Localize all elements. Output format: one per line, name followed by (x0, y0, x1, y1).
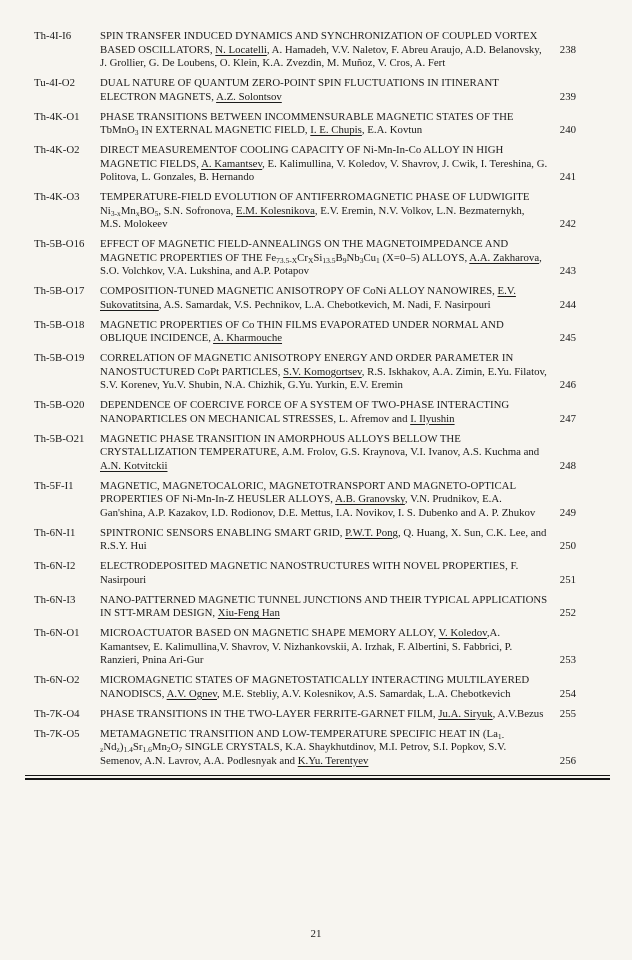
entry-title-authors (100, 144, 548, 185)
entry-title-authors (100, 728, 548, 769)
entry-title-authors (100, 627, 548, 668)
entry-title-authors (100, 111, 548, 138)
entry-text-run: , S.N. Sofronova, (158, 204, 236, 217)
entry-text-run: , V.N. Prudnikov, E.A. Gan'shina, A.P. Kazakov, I.D. Rodionov, D.E. Mettus, I.A. Novikov, I. S. Dubenko and A. P. Zhukov (100, 493, 536, 519)
entry-text-run: O (170, 741, 179, 753)
presenting-author: K.Yu. Terentyev (297, 754, 369, 767)
formula-subscript: 13.5 (322, 255, 336, 265)
entry-text-run: NANO-PATTERNED MAGNETIC TUNNEL JUNCTIONS AND THEIR TYPICAL APPLICATIONS IN STT-MRAM DESIGN, (100, 593, 548, 619)
toc-entry (34, 527, 576, 554)
formula-subscript: 73.5-X (276, 255, 298, 265)
entry-page-number: 248 (559, 459, 576, 472)
toc-list (34, 30, 576, 768)
entry-text-run: , E.A. Kovtun (361, 124, 423, 136)
toc-entry (34, 319, 576, 346)
session-code: Th-4K-O1 (34, 110, 80, 123)
session-code: Th-6N-I2 (34, 560, 76, 572)
toc-entry (34, 111, 576, 138)
entry-text-run: IN EXTERNAL MAGNETIC FIELD, (138, 124, 311, 136)
entry-title-authors (100, 708, 548, 722)
entry-text-run: ) (119, 741, 124, 753)
entry-text-run: DUAL NATURE OF QUANTUM ZERO-POINT SPIN FLUCTUATIONS IN ITINERANT ELECTRON MAGNETS, (100, 77, 499, 103)
entry-text-run: CORRELATION OF MAGNETIC ANISOTROPY ENERGY AND ORDER PARAMETER IN NANOSTUCTURED CoPt PARTICLES, (100, 352, 514, 378)
formula-subscript: 3 (359, 255, 364, 265)
entry-text-run: DIRECT MEASUREMENTOF COOLING CAPACITY OF Ni-Mn-In-Co ALLOY IN HIGH MAGNETIC FIELDS, (100, 144, 504, 170)
formula-subscript: x (135, 208, 140, 218)
entry-page-number: 251 (559, 573, 576, 586)
entry-page-number: 238 (559, 43, 576, 56)
formula-subscript: 1.6 (142, 745, 152, 754)
entry-text-run: Sr (132, 741, 143, 753)
session-code: Th-5B-O18 (34, 318, 85, 331)
entry-page-number: 244 (559, 298, 576, 311)
entry-page-number: 245 (559, 332, 576, 344)
entry-page-number: 240 (559, 124, 576, 136)
entry-text-run: TEMPERATURE-FIELD EVOLUTION OF ANTIFERROMAGNETIC PHASE OF LUDWIGITE Ni (100, 191, 530, 217)
entry-text-run: ,A. Kamantsev, E. Kalimullina,V. Shavrov, V. Nizhankovskii, A. Irzhak, F. Albertini, S. Fabbrici, P. Ranzieri, Pnina Ari-Gur (100, 627, 513, 666)
session-code: Th-4I-I6 (34, 30, 72, 42)
entry-page-number: 241 (559, 171, 576, 183)
page-number: 21 (310, 928, 322, 940)
entry-text-run: , Q. Huang, X. Sun, C.K. Lee, and R.S.Y. Hui (100, 526, 547, 552)
entry-text-run: PHASE TRANSITIONS IN THE TWO-LAYER FERRITE-GARNET FILM, (100, 707, 439, 720)
formula-subscript: 2 (166, 745, 171, 754)
formula-subscript: 3-x (110, 208, 121, 218)
page-footer (0, 928, 632, 940)
entry-text-run: SPIN TRANSFER INDUCED DYNAMICS AND SYNCHRONIZATION OF COUPLED VORTEX BASED OSCILLATORS, (100, 30, 538, 56)
presenting-author: P.W.T. Pong (345, 526, 398, 539)
session-code: Th-7K-O5 (34, 727, 80, 740)
session-code: Th-6N-I1 (34, 526, 76, 539)
toc-entry (34, 191, 576, 232)
session-code: Th-5B-O21 (34, 432, 85, 445)
entry-text-run: , M.E. Stebliy, A.V. Kolesnikov, A.S. Samardak, L.A. Chebotkevich (217, 687, 511, 700)
presenting-author: A.Z. Solontsov (216, 90, 282, 103)
formula-subscript: X (307, 255, 314, 265)
entry-title-authors (100, 594, 548, 621)
entry-text-run: PHASE TRANSITIONS BETWEEN INCOMMENSURABLE MAGNETIC STATES OF THE TbMnO (100, 110, 514, 136)
toc-entry (34, 594, 576, 621)
entry-text-run: MICROMAGNETIC STATES OF MAGNETOSTATICALLY INTERACTING MULTILAYERED NANODISCS, (100, 674, 530, 700)
presenting-author: A. Kamantsev (201, 157, 263, 170)
presenting-author: A.A. Zakharova (469, 251, 540, 264)
entry-text-run: MAGNETIC PHASE TRANSITION IN AMORPHOUS ALLOYS BELLOW THE CRYSTALLIZATION TEMPERATURE, A.M. Frolov, G.S. Kraynova, V.I. Ivanov, A.S. Kuchma and (100, 432, 540, 458)
presenting-author: E.V. Sukovatitsina (100, 285, 516, 311)
formula-subscript: 1-z (100, 731, 505, 754)
presenting-author: Xiu-Feng Han (217, 607, 280, 619)
presenting-author: S.V. Komogortsev (283, 365, 362, 378)
entry-title-authors (100, 191, 548, 232)
entry-text-run: MICROACTUATOR BASED ON MAGNETIC SHAPE MEMORY ALLOY, (100, 627, 439, 639)
entry-title-authors (100, 399, 548, 426)
toc-entry (34, 480, 576, 521)
toc-entry (34, 77, 576, 104)
entry-page-number: 243 (559, 265, 576, 277)
toc-entry (34, 285, 576, 312)
entry-text-run: BO (139, 204, 155, 217)
entry-text-run: Si (313, 251, 323, 264)
entry-text-run: Cr (297, 251, 308, 264)
formula-subscript: 1.4 (123, 745, 133, 754)
entry-text-run: , S.O. Volchkov, V.A. Lukshina, and A.P. Potapov (100, 251, 542, 277)
bottom-rule (25, 775, 610, 780)
session-code: Th-5F-I1 (34, 479, 74, 492)
entry-text-run: Nb (346, 251, 360, 264)
presenting-author: A. Kharmouche (213, 332, 283, 344)
formula-subscript: 9 (342, 255, 347, 265)
session-code: Th-6N-O1 (34, 627, 80, 639)
entry-text-run: (X=0–5) ALLOYS, (379, 251, 470, 264)
entry-text-run: Cu (363, 251, 377, 264)
presenting-author: V. Koledov (438, 627, 487, 639)
entry-text-run: B (335, 251, 343, 264)
presenting-author: E.M. Kolesnikova (236, 204, 315, 217)
entry-title-authors (100, 674, 548, 701)
session-code: Tu-4I-O2 (34, 77, 75, 89)
entry-text-run: SPINTRONIC SENSORS ENABLING SMART GRID, (100, 526, 346, 539)
entry-text-run: DEPENDENCE OF COERCIVE FORCE OF A SYSTEM OF TWO-PHASE INTERACTING NANOPARTICLES ON MECHANICAL STRESSES, L. Afremov and (100, 399, 510, 425)
toc-entry (34, 238, 576, 279)
toc-entry (34, 627, 576, 668)
entry-title-authors (100, 352, 548, 393)
entry-page-number: 255 (559, 707, 576, 720)
entry-text-run: Nd (103, 741, 117, 753)
formula-subscript: z (116, 745, 120, 754)
entry-text-run: , E.V. Eremin, N.V. Volkov, L.N. Bezmaternykh, M.S. Molokeev (100, 204, 525, 230)
entry-text-run: COMPOSITION-TUNED MAGNETIC ANISOTROPY OF CoNi ALLOY NANOWIRES, (100, 285, 498, 297)
entry-title-authors (100, 77, 548, 104)
entry-text-run: MAGNETIC PROPERTIES OF Co THIN FILMS EVAPORATED UNDER NORMAL AND OBLIQUE INCIDENCE, (100, 318, 504, 344)
entry-page-number: 253 (559, 654, 576, 666)
session-code: Th-5B-O19 (34, 352, 85, 364)
entry-page-number: 242 (559, 218, 576, 230)
entry-title-authors (100, 30, 548, 71)
toc-entry (34, 352, 576, 393)
entry-page-number: 250 (559, 540, 576, 552)
toc-entry (34, 708, 576, 722)
session-code: Th-6N-O2 (34, 674, 80, 686)
toc-entry (34, 30, 576, 71)
entry-title-authors (100, 285, 548, 312)
formula-subscript: 3 (134, 128, 139, 137)
entry-page-number: 249 (559, 506, 576, 519)
entry-title-authors (100, 319, 548, 346)
entry-text-run: MAGNETIC, MAGNETOCALORIC, MAGNETOTRANSPORT AND MAGNETO-OPTICAL PROPERTIES OF Ni-Mn-In-Z HEUSLER ALLOYS, (100, 479, 516, 505)
entry-title-authors (100, 238, 548, 279)
presenting-author: I. E. Chupis (310, 124, 362, 136)
entry-text-run: , A.V.Bezus (492, 707, 544, 720)
presenting-author: N. Locatelli (215, 43, 267, 56)
entry-text-run: , E. Kalimullina, V. Koledov, V. Shavrov, J. Cwik, I. Tereshina, G. Politova, L. Gonzales, B. Hernando (100, 157, 548, 183)
toc-entry (34, 728, 576, 769)
entry-text-run: METAMAGNETIC TRANSITION AND LOW-TEMPERATURE SPECIFIC HEAT IN (La (100, 727, 498, 740)
entry-page-number: 239 (559, 90, 576, 103)
entry-text-run: Mn (120, 204, 136, 217)
session-code: Th-7K-O4 (34, 707, 80, 720)
presenting-author: A.N. Kotvitckii (100, 459, 168, 472)
session-code: Th-4K-O3 (34, 191, 80, 203)
session-code: Th-6N-I3 (34, 593, 76, 606)
entry-title-authors (100, 527, 548, 554)
formula-subscript: 5 (154, 208, 159, 218)
entry-page-number: 252 (559, 607, 576, 619)
presenting-author: Ju.A. Siryuk (438, 707, 493, 720)
entry-title-authors (100, 433, 548, 474)
presenting-author: A.V. Ognev (166, 687, 217, 700)
entry-page-number: 246 (559, 379, 576, 391)
toc-entry (34, 399, 576, 426)
entry-title-authors (100, 560, 548, 587)
entry-text-run: EFFECT OF MAGNETIC FIELD-ANNEALINGS ON THE MAGNETOIMPEDANCE AND MAGNETIC PROPERTIES OF THE Fe (100, 238, 509, 264)
session-code: Th-4K-O2 (34, 144, 80, 156)
toc-entry (34, 433, 576, 474)
session-code: Th-5B-O17 (34, 285, 85, 297)
entry-page-number: 254 (559, 687, 576, 700)
entry-text-run: Mn (151, 741, 167, 753)
presenting-author: A.B. Granovsky (335, 493, 405, 505)
presenting-author: I. Ilyushin (410, 412, 455, 425)
session-code: Th-5B-O16 (34, 238, 85, 250)
session-code: Th-5B-O20 (34, 399, 85, 411)
formula-subscript: 7 (178, 745, 183, 754)
entry-title-authors (100, 480, 548, 521)
toc-entry (34, 560, 576, 587)
entry-text-run: , A. Hamadeh, V.V. Naletov, F. Abreu Araujo, A.D. Belanovsky, J. Grollier, G. De Loubens, O. Klein, K.A. Zvezdin, M. Muñoz, V. Cros, A. Fert (100, 43, 542, 69)
entry-page-number: 247 (559, 412, 576, 425)
entry-text-run: , R.S. Iskhakov, A.A. Zimin, E.Yu. Filatov, S.V. Korenev, Yu.V. Shubin, N.A. Chizhik, G.Yu. Yurkin, E.V. Eremin (100, 365, 547, 391)
entry-text-run: SINGLE CRYSTALS, K.A. Shaykhutdinov, M.I. Petrov, S.I. Popkov, S.V. Semenov, A.N. Lavrov, A.A. Podlesnyak and (100, 741, 507, 767)
entry-text-run: ELECTRODEPOSITED MAGNETIC NANOSTRUCTURES WITH NOVEL PROPERTIES, F. Nasirpouri (100, 560, 519, 586)
toc-entry (34, 674, 576, 701)
entry-page-number: 256 (559, 754, 576, 767)
formula-subscript: 1 (376, 255, 380, 265)
toc-entry (34, 144, 576, 185)
entry-text-run: , A.S. Samardak, V.S. Pechnikov, L.A. Chebotkevich, M. Nadi, F. Nasirpouri (158, 298, 491, 311)
